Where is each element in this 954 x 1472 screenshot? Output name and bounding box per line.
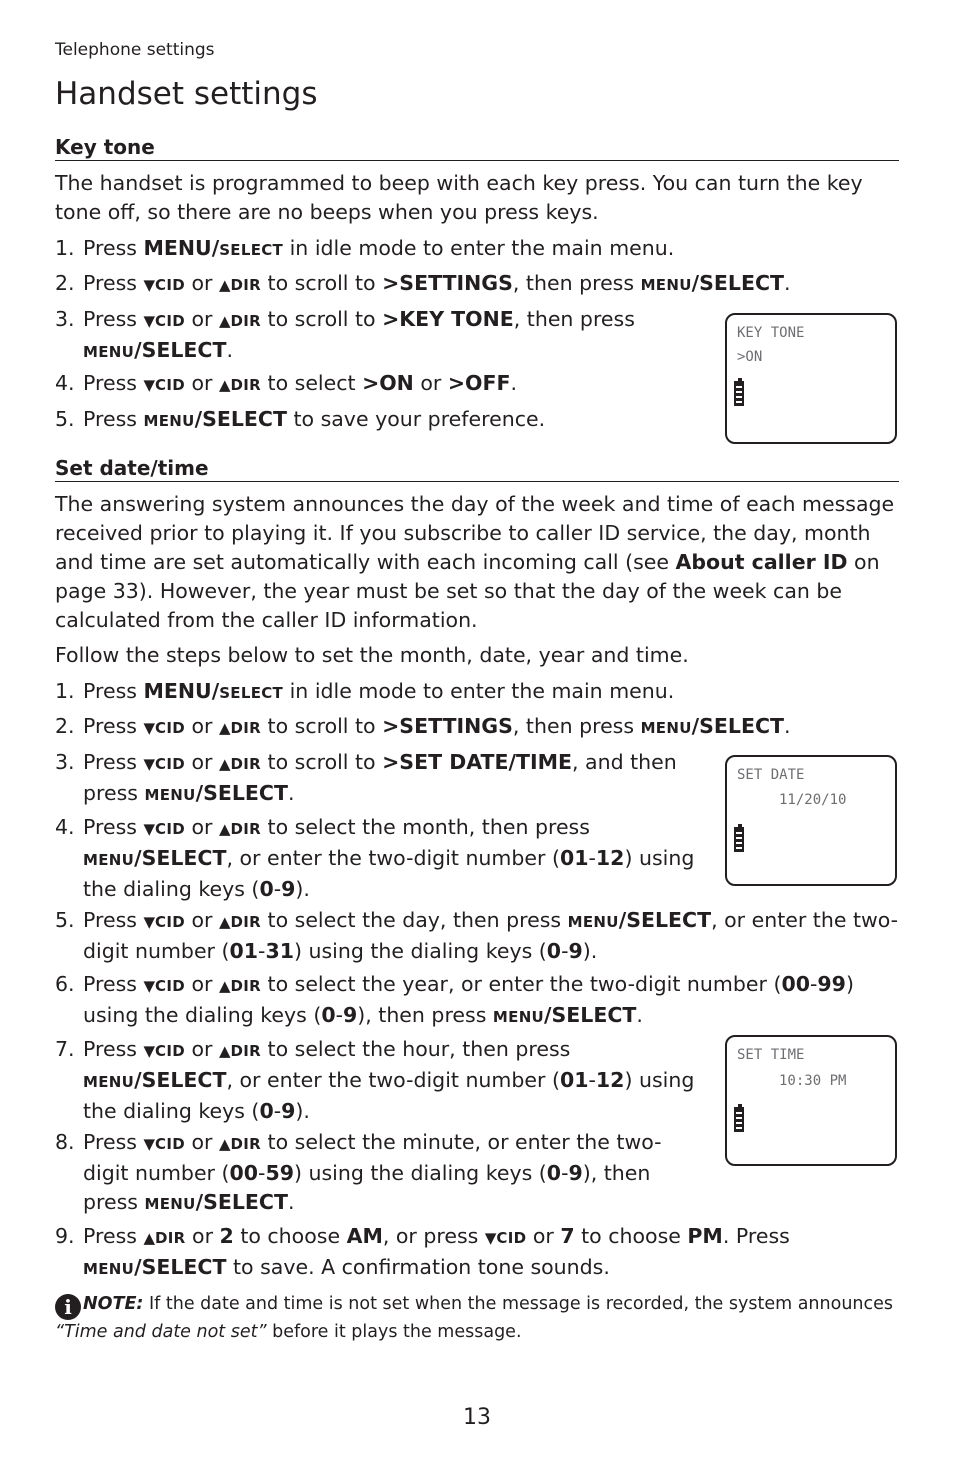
- lcd-screen-set-date: [725, 755, 897, 886]
- list-item: 3. Press ▼CID or ▲DIR to scroll to >SET DATE/TIME, and then press MENU/SELECT.: [55, 750, 677, 805]
- lcd-line: 10:30 PM: [779, 1073, 847, 1089]
- note-box: i NOTE: If the date and time is not set when the message is recorded, the system announces “Time and date not set” before it plays the message.: [55, 1294, 894, 1342]
- date-time-intro: The answering system announces the day of the week and time of each message received prior to playing it. If you subscribe to caller ID service, the day, month and time are set automatically with each incoming call (see About caller ID on page 33). However, the year must be set so that the day of the week can be calculated from the caller ID information.: [55, 492, 895, 632]
- list-item: 7. Press ▼CID or ▲DIR to select the hour, then press MENU/SELECT, or enter the two-digit number (01-12) using the dialing keys (0-9).: [55, 1037, 695, 1123]
- list-item: 2. Press ▼CID or ▲DIR to scroll to >SETTINGS, then press MENU/SELECT.: [55, 714, 791, 738]
- section-heading-key-tone: Key tone: [55, 134, 899, 161]
- date-time-follow: Follow the steps below to set the month, date, year and time.: [55, 643, 689, 667]
- list-item: 5. Press MENU/SELECT to save your preference.: [55, 407, 546, 431]
- lcd-line: SET DATE: [737, 767, 805, 783]
- list-item: 4. Press ▼CID or ▲DIR to select >ON or >OFF.: [55, 371, 518, 395]
- list-item: 1. Press MENU/SELECT in idle mode to enter the main menu.: [55, 236, 675, 260]
- info-icon: i: [55, 1294, 81, 1320]
- list-item: 2. Press ▼CID or ▲DIR to scroll to >SETTINGS, then press MENU/SELECT.: [55, 271, 791, 295]
- lcd-line: >ON: [737, 349, 763, 365]
- page-number: 13: [463, 1405, 491, 1430]
- section-heading-date-time: Set date/time: [55, 455, 899, 482]
- battery-icon: [734, 1107, 744, 1132]
- list-item: 9. Press ▲DIR or 2 to choose AM, or press ▼CID or 7 to choose PM. Press MENU/SELECT to save. A confirmation tone sounds.: [55, 1224, 790, 1279]
- battery-icon: [734, 381, 744, 406]
- battery-icon: [734, 827, 744, 852]
- running-header: Telephone settings: [55, 40, 215, 60]
- lcd-screen-key-tone: [725, 313, 897, 444]
- note-label: NOTE:: [83, 1294, 144, 1314]
- list-item: 1. Press MENU/SELECT in idle mode to enter the main menu.: [55, 679, 675, 703]
- lcd-line: KEY TONE: [737, 325, 805, 341]
- list-item: 3. Press ▼CID or ▲DIR to scroll to >KEY TONE, then press MENU/SELECT.: [55, 307, 635, 362]
- list-item: 8. Press ▼CID or ▲DIR to select the minute, or enter the two-digit number (00-59) using the dialing keys (0-9), then press MENU/SELECT.: [55, 1130, 662, 1214]
- key-tone-intro: The handset is programmed to beep with each key press. You can turn the key tone off, so there are no beeps when you press keys.: [55, 171, 863, 224]
- list-item: 4. Press ▼CID or ▲DIR to select the month, then press MENU/SELECT, or enter the two-digit number (01-12) using the dialing keys (0-9).: [55, 815, 695, 901]
- lcd-line: 11/20/10: [779, 792, 847, 808]
- lcd-screen-set-time: [725, 1035, 897, 1166]
- page-title: Handset settings: [55, 76, 318, 112]
- list-item: 5. Press ▼CID or ▲DIR to select the day, then press MENU/SELECT, or enter the two-digit number (01-31) using the dialing keys (0-9).: [55, 908, 899, 963]
- lcd-line: SET TIME: [737, 1047, 805, 1063]
- list-item: 6. Press ▼CID or ▲DIR to select the year, or enter the two-digit number (00-99) using the dialing keys (0-9), then press MENU/SELECT.: [55, 972, 854, 1027]
